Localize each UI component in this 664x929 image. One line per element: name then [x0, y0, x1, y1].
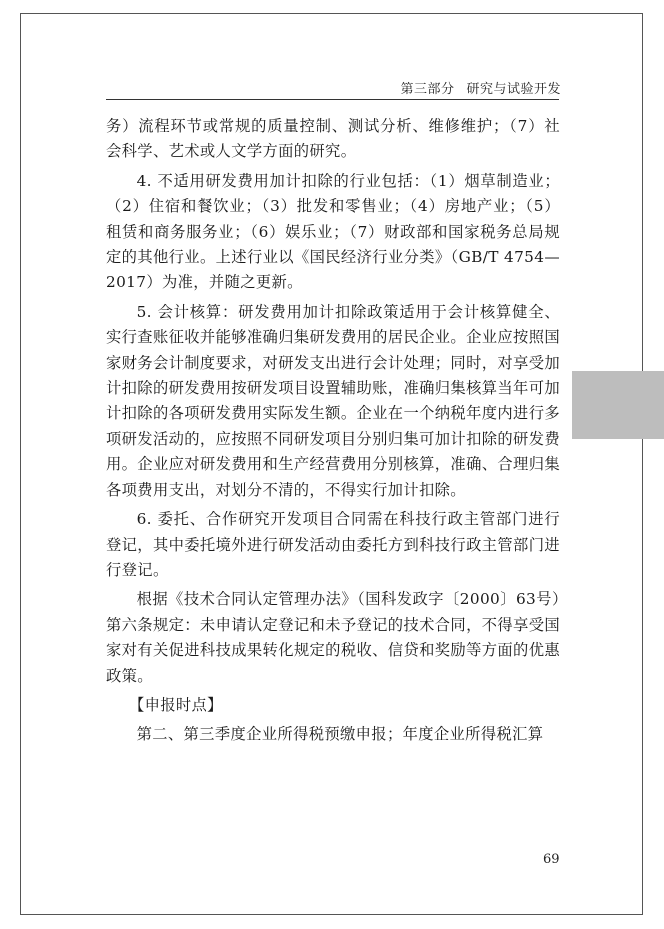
- chapter-thumb-tab: [572, 371, 664, 439]
- paragraph-item-6: 6. 委托、合作研究开发项目合同需在科技行政主管部门进行登记，其中委托境外进行研发活动由委托方到科技行政主管部门进行登记。: [106, 510, 560, 579]
- section-heading: 【申报时点】: [128, 695, 223, 714]
- paragraph-regulation: 根据《技术合同认定管理办法》（国科发政字〔2000〕63号）第六条规定：未申请认定登记和未予登记的技术合同，不得享受国家对有关促进科技成果转化规定的税收、信贷和奖励等方面的优惠政策。: [106, 590, 560, 685]
- body-text: [106, 114, 560, 748]
- header-rule: [106, 99, 559, 100]
- paragraph-item-4: 4. 不适用研发费用加计扣除的行业包括：（1）烟草制造业；（2）住宿和餐饮业；（3）批发和零售业；（4）房地产业；（5）租赁和商务服务业；（6）娱乐业；（7）财政部和国家税务总局规定的其他行业。上述行业以《国民经济行业分类》（GB/T 4754—2017）为准，并随之更新。: [106, 171, 560, 292]
- header-part: 第三部分: [400, 82, 455, 97]
- running-header: [400, 78, 561, 97]
- paragraph-continued: 务）流程环节或常规的质量控制、测试分析、维修维护；（7）社会科学、艺术或人文学方面的研究。: [106, 117, 560, 161]
- page-number: 69: [543, 852, 560, 867]
- header-title: 研究与试验开发: [466, 82, 561, 97]
- paragraph-filing-time: 第二、第三季度企业所得税预缴申报；年度企业所得税汇算: [136, 725, 544, 744]
- paragraph-item-5: 5. 会计核算：研发费用加计扣除政策适用于会计核算健全、实行查账征收并能够准确归集研发费用的居民企业。企业应按照国家财务会计制度要求，对研发支出进行会计处理；同时，对享受加计扣除的研发费用按研发项目设置辅助账，准确归集核算当年可加计扣除的各项研发费用实际发生额。企业在一个纳税年度内进行多项研发活动的，应按照不同研发项目分别归集可加计扣除的研发费用。企业应对研发费用和生产经营费用分别核算，准确、合理归集各项费用支出，对划分不清的，不得实行加计扣除。: [106, 302, 560, 499]
